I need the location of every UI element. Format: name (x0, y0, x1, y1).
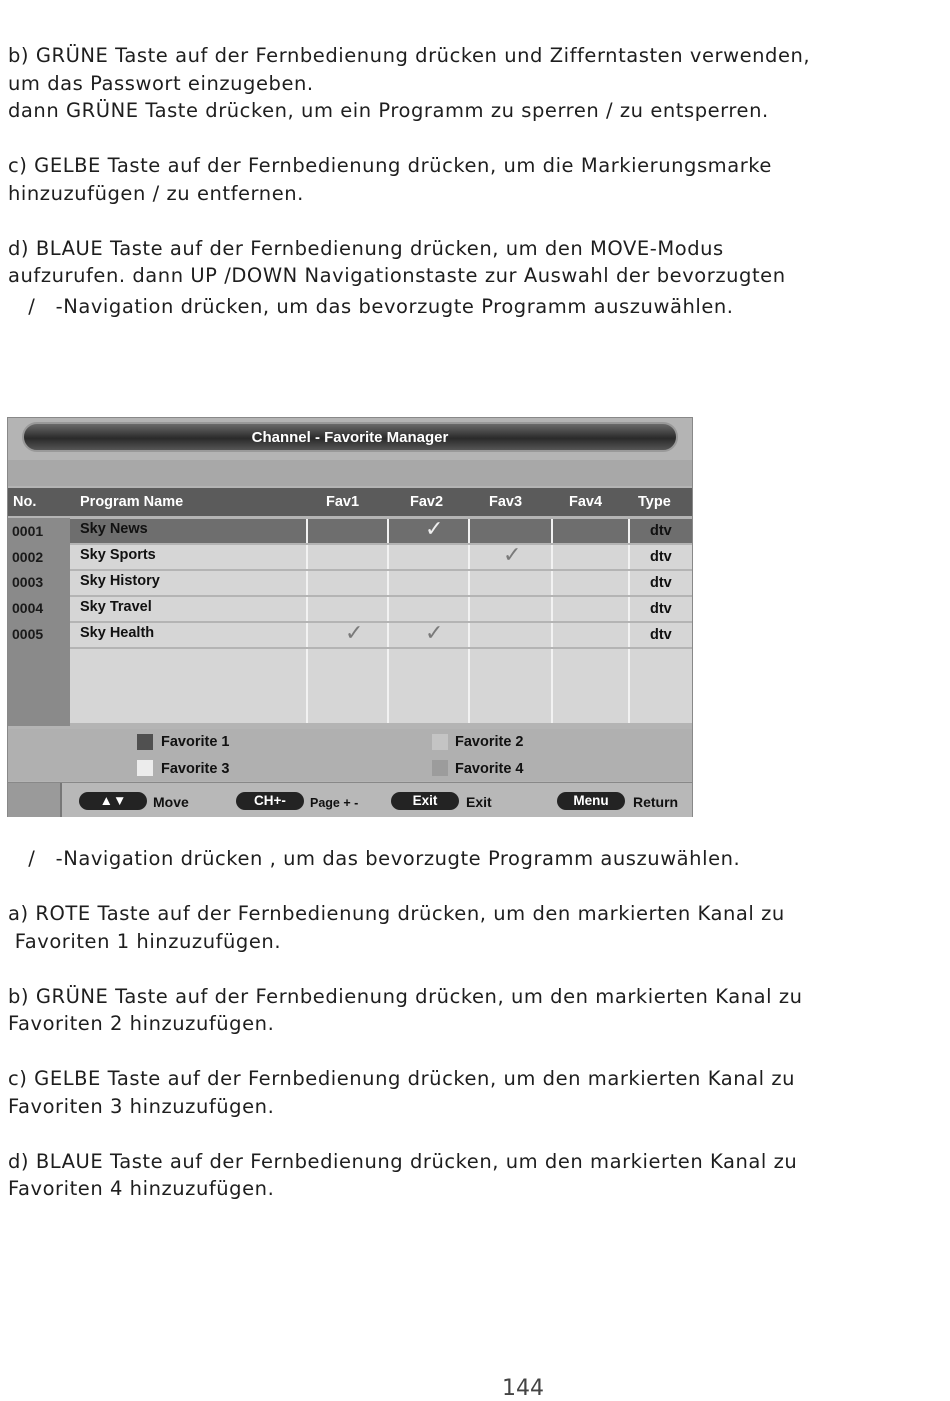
move-label: Move (153, 794, 189, 810)
text-line: Favoriten 2 hinzuzufügen. (8, 1012, 275, 1035)
text-line (8, 207, 810, 235)
text-line: a) ROTE Taste auf der Fernbedienung drücken, um den markierten Kanal zu (8, 902, 785, 925)
channel-number: 0005 (12, 626, 44, 642)
program-name: Sky Travel (80, 599, 152, 615)
program-name: Sky History (80, 573, 160, 589)
program-type: dtv (650, 549, 672, 565)
table-row[interactable] (70, 516, 692, 543)
footer-bar (8, 782, 692, 817)
menu-key-button[interactable]: Menu (557, 792, 625, 810)
table-row[interactable] (70, 597, 692, 621)
exit-key-button[interactable]: Exit (391, 792, 459, 810)
header-fav2: Fav2 (410, 494, 444, 510)
text-line: aufzurufen. dann UP /DOWN Navigationstaste zur Auswahl der bevorzugten (8, 264, 786, 287)
check-icon: ✓ (425, 620, 444, 645)
check-icon: ✓ (503, 542, 522, 567)
legend-label: Favorite 2 (455, 734, 524, 750)
legend (8, 729, 692, 781)
empty-row (70, 649, 692, 673)
legend-label: Favorite 4 (455, 761, 524, 777)
program-type: dtv (650, 575, 672, 591)
text-line: d) BLAUE Taste auf der Fernbedienung drücken, um den markierten Kanal zu (8, 1149, 798, 1173)
sub-bar (8, 460, 692, 486)
program-name: Sky Health (80, 625, 155, 641)
table-row[interactable] (70, 620, 692, 647)
channel-number: 0001 (12, 523, 44, 539)
text-line: Favoriten 1 hinzuzufügen. (8, 929, 282, 953)
empty-row (70, 697, 692, 723)
table-row[interactable] (70, 542, 692, 569)
top-instructions (8, 42, 810, 320)
text-line: c) GELBE Taste auf der Fernbedienung drücken, um den markierten Kanal zu (8, 1067, 796, 1090)
legend-swatch (432, 760, 448, 776)
number-column (8, 518, 70, 726)
bottom-instructions (8, 845, 803, 1203)
channel-number: 0003 (12, 574, 44, 590)
text-line: / -Navigation drücken, um das bevorzugte Programm auszuwählen. (8, 294, 734, 318)
footer-left-panel (8, 783, 62, 817)
legend-label: Favorite 1 (161, 734, 230, 750)
program-name: Sky Sports (80, 547, 156, 563)
move-key-button[interactable]: ▲▼ (79, 792, 147, 810)
program-type: dtv (650, 601, 672, 617)
screen-title: Channel - Favorite Manager (251, 429, 449, 446)
legend-swatch (137, 760, 153, 776)
page-label: Page + - (310, 796, 359, 810)
table-row[interactable] (70, 571, 692, 595)
text-line: hinzuzufügen / zu entfernen. (8, 181, 304, 205)
text-line: um das Passwort einzugeben. (8, 71, 314, 95)
header-fav1: Fav1 (326, 494, 360, 510)
text-line: dann GRÜNE Taste drücken, um ein Programm zu sperren / zu entsperren. (8, 99, 769, 122)
text-line (8, 1120, 803, 1148)
screen-title-bar (22, 422, 678, 452)
empty-row (70, 673, 692, 697)
program-name: Sky News (80, 521, 148, 537)
text-line: b) GRÜNE Taste auf der Fernbedienung drücken und Zifferntasten verwenden, (8, 44, 811, 67)
text-line: b) GRÜNE Taste auf der Fernbedienung drücken, um den markierten Kanal zu (8, 984, 803, 1008)
header-no: No. (13, 494, 37, 510)
header-fav3: Fav3 (489, 494, 523, 510)
page-key-button[interactable]: CH+- (236, 792, 304, 810)
table-header (8, 488, 692, 516)
legend-swatch (137, 734, 153, 750)
page-number: 144 (502, 1376, 544, 1401)
program-type: dtv (650, 523, 672, 539)
text-line (8, 955, 803, 983)
channel-number: 0002 (12, 549, 44, 565)
text-line: / -Navigation drücken , um das bevorzugte Programm auszuwählen. (8, 847, 741, 870)
text-line: Favoriten 3 hinzuzufügen. (8, 1094, 275, 1118)
favorite-manager-screen (7, 417, 693, 817)
return-label: Return (633, 794, 679, 810)
header-program-name: Program Name (80, 494, 184, 510)
legend-swatch (432, 734, 448, 750)
header-fav4: Fav4 (569, 494, 603, 510)
text-line (8, 125, 810, 153)
text-line: c) GELBE Taste auf der Fernbedienung drücken, um die Markierungsmarke (8, 154, 772, 177)
header-type: Type (638, 494, 671, 510)
channel-number: 0004 (12, 600, 44, 616)
text-line: d) BLAUE Taste auf der Fernbedienung drücken, um den MOVE-Modus (8, 236, 724, 260)
exit-label: Exit (466, 794, 492, 810)
text-line: Favoriten 4 hinzuzufügen. (8, 1177, 275, 1200)
check-icon: ✓ (345, 620, 364, 645)
text-line (8, 1038, 803, 1066)
check-icon: ✓ (425, 516, 444, 541)
program-type: dtv (650, 627, 672, 643)
legend-label: Favorite 3 (161, 761, 230, 777)
text-line (8, 873, 803, 901)
